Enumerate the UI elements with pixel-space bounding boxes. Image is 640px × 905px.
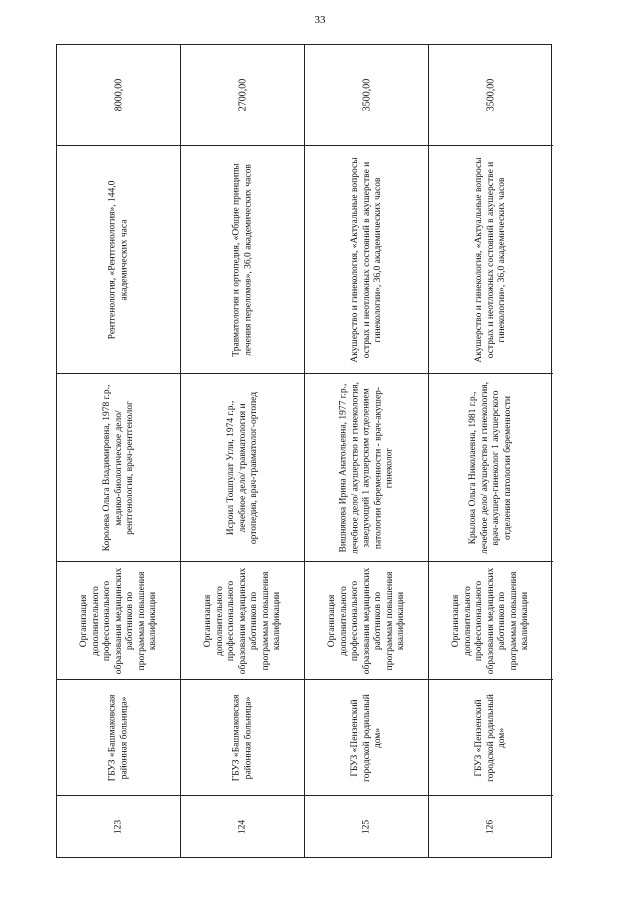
amount-cell — [305, 45, 429, 145]
event: Организация дополнительного профессионального образования медицинских работников по программам повышения квалификации — [326, 567, 406, 674]
specialty: Травматология и ортопедия, «Общие принципы лечения переломов», 36,0 академических часов — [231, 162, 253, 357]
table-row — [305, 45, 429, 857]
specialty-cell — [181, 145, 305, 373]
organization-cell — [181, 679, 305, 795]
table-row — [429, 45, 553, 857]
number-cell — [429, 795, 553, 857]
event: Организация дополнительного профессионального образования медицинских работников по программам повышения квалификации — [202, 567, 282, 674]
organization: ГБУЗ «Башмаковская районная больница» — [107, 694, 129, 781]
organization: ГБУЗ «Пензенский городской родильный дом» — [473, 693, 507, 782]
person: Королева Ольга Владимировна, 1978 г.р., медико-биологическое дело/рентгенология, врач-рентгенолог — [101, 384, 135, 551]
organization: ГБУЗ «Пензенский городской родильный дом» — [349, 693, 383, 782]
specialty-cell — [305, 145, 429, 373]
organization-cell — [429, 679, 553, 795]
organization-cell — [57, 679, 181, 795]
specialty: Акушерство и гинекология, «Актуальные вопросы острых и неотложных состояний в акушерстве и гинекологии», 36,0 академических часов — [349, 156, 383, 363]
specialty-cell — [429, 145, 553, 373]
amount: 3500,00 — [361, 78, 373, 112]
row-number: 124 — [237, 819, 248, 834]
amount: 3500,00 — [485, 78, 497, 112]
row-number: 125 — [361, 819, 372, 834]
person-cell — [429, 373, 553, 561]
person-cell — [57, 373, 181, 561]
event-cell — [57, 561, 181, 679]
amount: 8000,00 — [113, 78, 125, 112]
row-number: 123 — [113, 819, 124, 834]
specialty: Акушерство и гинекология, «Актуальные вопросы острых и неотложных состояний в акушерстве и гинекологии», 36,0 академических часов — [473, 156, 507, 363]
person: Крылова Ольга Николаевна, 1981 г.р., лечебное дело/ акушерство и гинекология, врач-акушер-гинеколог 1 акушерского отделения патологии беременности — [468, 381, 513, 554]
table-row — [57, 45, 181, 857]
specialty: Рентгенология, «Рентгенология», 144,0 академических часа — [107, 180, 129, 339]
event: Организация дополнительного профессионального образования медицинских работников по программам повышения квалификации — [450, 567, 530, 674]
event: Организация дополнительного профессионального образования медицинских работников по программам повышения квалификации — [78, 567, 158, 674]
organization-cell — [305, 679, 429, 795]
amount: 2700,00 — [237, 78, 249, 112]
person-cell — [305, 373, 429, 561]
person: Вишнякова Ирина Анатольевна, 1977 г.р., лечебное дело/ акушерство и гинекология, заведующий 1 акушерским отделением патологии беременности - врач-акушер-гинеколог — [338, 381, 395, 554]
amount-cell — [57, 45, 181, 145]
table-row — [181, 45, 305, 857]
specialty-cell — [57, 145, 181, 373]
event-cell — [181, 561, 305, 679]
person: Исроил Тошпулат Угли, 1974 г.р., лечебное дело/ травматология и ортопедия, врач-травматолог-ортопед — [225, 391, 259, 544]
page-number: 33 — [314, 14, 326, 26]
amount-cell — [181, 45, 305, 145]
person-cell — [181, 373, 305, 561]
event-cell — [305, 561, 429, 679]
row-number: 126 — [485, 819, 496, 834]
number-cell — [57, 795, 181, 857]
number-cell — [305, 795, 429, 857]
amount-cell — [429, 45, 553, 145]
records-table — [56, 44, 552, 858]
organization: ГБУЗ «Башмаковская районная больница» — [231, 694, 253, 781]
event-cell — [429, 561, 553, 679]
number-cell — [181, 795, 305, 857]
